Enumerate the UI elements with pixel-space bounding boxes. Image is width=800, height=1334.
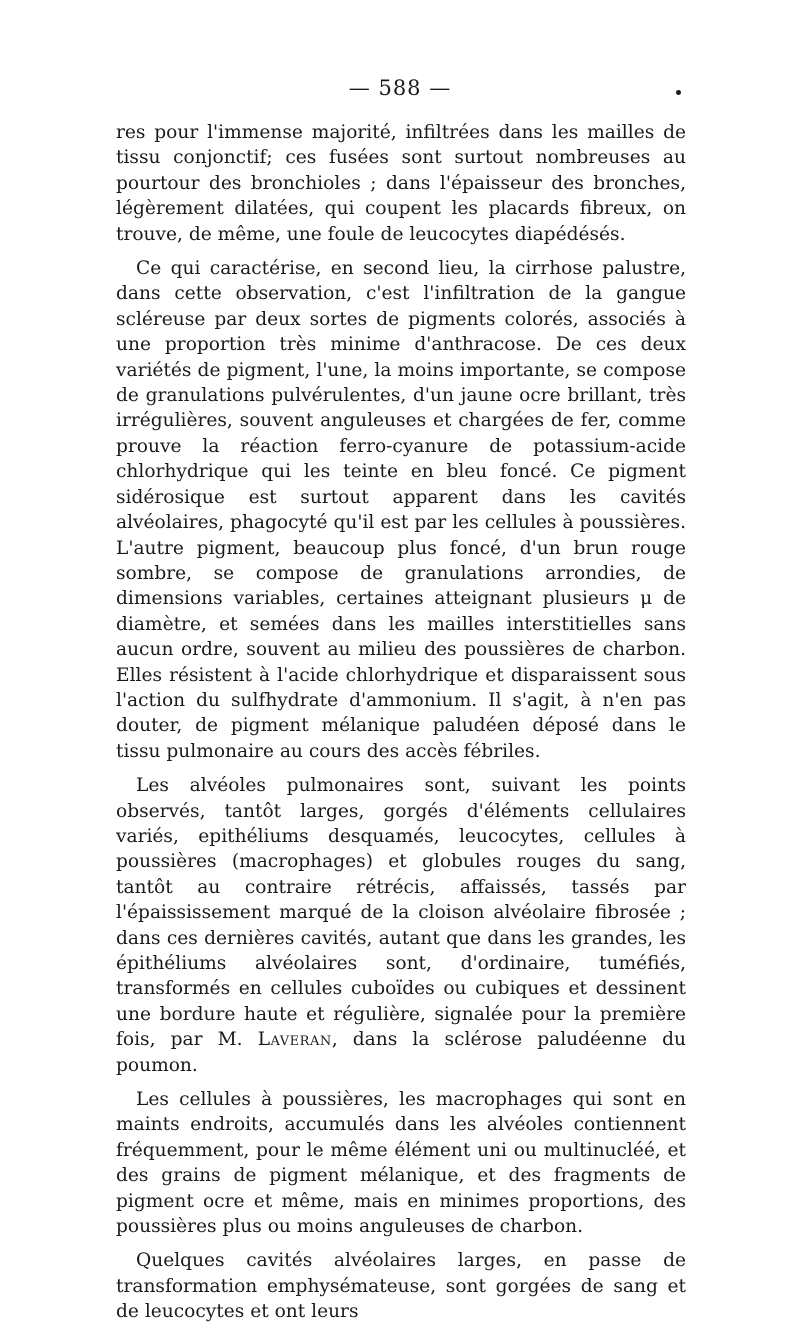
ink-dot	[676, 90, 681, 95]
paragraph-pigments: Ce qui caractérise, en second lieu, la cirrhose palustre, dans cette observation, c'est l'infiltration de la gangue scléreuse par deux sortes de pigments colorés, associés à une proportion très minime d'anthracose. De ces deux variétés de pigment, l'une, la moins importante, se compose de granulations pulvérulentes, d'un jaune ocre brillant, très irrégulières, souvent anguleuses et chargées de fer, comme prouve la réaction ferro-cyanure de potassium-acide chlorhydrique qui les teinte en bleu foncé. Ce pigment sidérosique est surtout apparent dans les cavités alvéolaires, phagocyté qu'il est par les cellules à poussières. L'autre pigment, beaucoup plus foncé, d'un brun rouge sombre, se compose de granulations arrondies, de dimensions variables, certaines atteignant plusieurs μ de diamètre, et semées dans les mailles interstitielles sans aucun ordre, souvent au milieu des poussières de charbon. Elles résistent à l'acide chlorhydrique et disparaissent sous l'action du sulfhydrate d'ammonium. Il s'agit, à n'en pas douter, de pigment mélanique paludéen déposé dans le tissu pulmonaire au cours des accès fébriles.	[116, 258, 686, 762]
paragraph-alveoles-end: , dans la sclérose paludéenne du poumon.	[116, 1029, 686, 1076]
paragraph-macrophages: Les cellules à poussières, les macrophages qui sont en maints endroits, accumulés dans les alvéoles contiennent fréquemment, pour le même élément uni ou multinucléé, et des grains de pigment mélanique, et des fragments de pigment ocre et même, mais en minimes proportions, des poussières plus ou moins anguleuses de charbon.	[116, 1089, 686, 1238]
author-name: Laveran	[257, 1029, 332, 1051]
page-number: — 588 —	[348, 76, 452, 100]
page-header	[0, 76, 800, 110]
paragraph-alveoles-text: Les alvéoles pulmonaires sont, suivant les points observés, tantôt larges, gorgés d'éléments cellulaires variés, epithéliums desquamés, leucocytes, cellules à poussières (macrophages) et globules rouges du sang, tantôt au contraire rétrécis, affaissés, tassés par l'épaississement marqué de la cloison alvéolaire fibrosée ; dans ces dernières cavités, autant que dans les grandes, les épithéliums alvéolaires sont, d'ordinaire, tuméfiés, transformés en cellules cuboïdes ou cubiques et dessinent une bordure haute et régulière, signalée pour la première fois, par M.	[116, 775, 686, 1051]
paragraph-continuation: res pour l'immense majorité, infiltrées dans les mailles de tissu conjonctif; ces fusées sont surtout nombreuses au pourtour des bronchioles ; dans l'épaisseur des bronches, légèrement dilatées, qui coupent les placards fibreux, on trouve, de même, une foule de leucocytes diapédésés.	[116, 122, 686, 245]
paragraph-alveoles	[116, 773, 686, 1078]
body-text	[116, 120, 686, 1334]
paragraph-emphyseme: Quelques cavités alvéolaires larges, en passe de transformation emphysémateuse, sont gorgées de sang et de leucocytes et ont leurs	[116, 1250, 686, 1323]
